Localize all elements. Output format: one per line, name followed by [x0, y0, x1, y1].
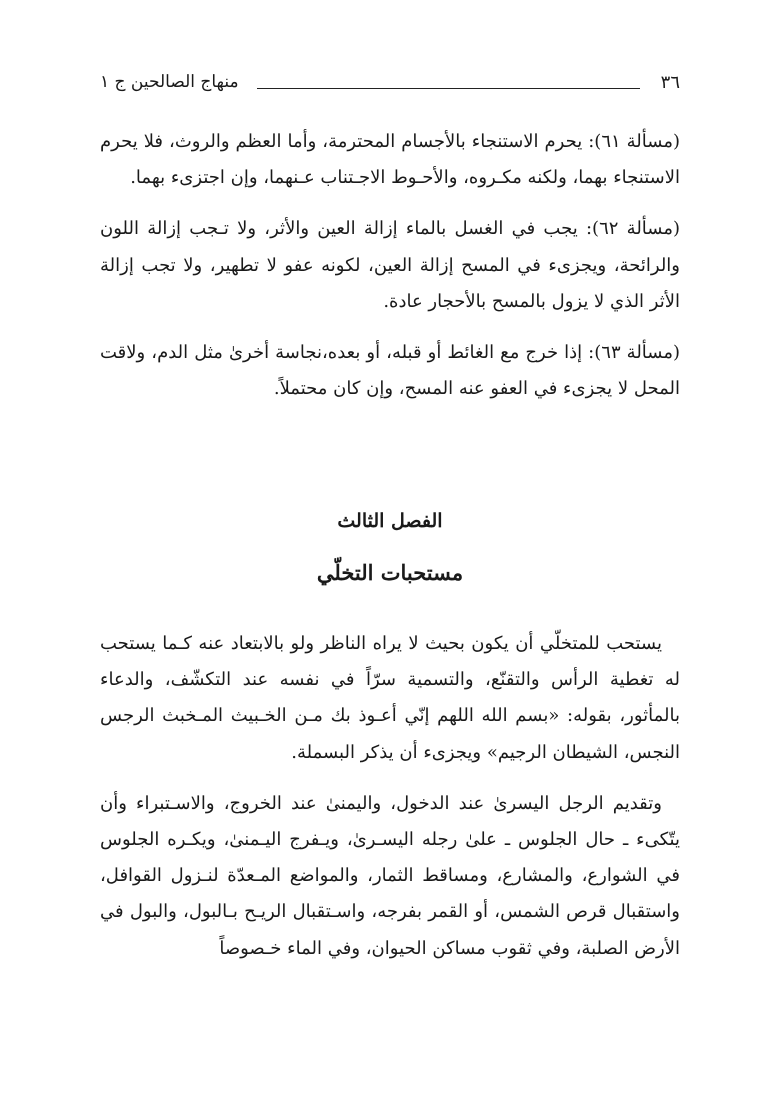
issue-61-paragraph: (مسألة ٦١): يحرم الاستنجاء بالأجسام المحترمة، وأما العظم والروث، فلا يحرم الاستنجاء بهما، ولكنه مكـروه، والأحـوط الاجـتناب عـنهما، وإن اجتزىء بهما.	[100, 131, 680, 189]
running-title: منهاج الصالحين ج ١	[100, 72, 239, 92]
issues-section	[100, 124, 680, 422]
page-header	[100, 72, 680, 102]
page-number: ٣٦	[660, 72, 680, 93]
header-rule	[257, 88, 640, 89]
chapter-title: مستحبات التخلّي	[316, 560, 464, 585]
issue-63-paragraph: (مسألة ٦٣): إذا خرج مع الغائط أو قبله، أو بعده،نجاسة أخرىٰ مثل الدم، ولاقت المحل لا يجزىء في العفو عنه المسح، وإن كان محتملاً.	[100, 342, 681, 400]
recommendations-paragraph-2: وتقديم الرجل اليسرىٰ عند الدخول، واليمنىٰ عند الخروج، والاسـتبراء وأن يتّكىء ـ حال الجلوس ـ علىٰ رجله اليسـرىٰ، ويـفرج اليـمنىٰ، ويكـره الجلوس في الشوارع، والمشارع، ومساقط الثمار، والمواضع المـعدّة لنـزول القوافل، واستقبال قرص الشمس، أو القمر بفرجه، واسـتقبال الريـح بـالبول، والبول في الأرض الصلبة، وفي ثقوب مساكن الحيوان، وفي الماء خـصوصاً	[100, 792, 680, 959]
recommendations-section	[100, 626, 680, 982]
chapter-label: الفصل الثالث	[337, 510, 443, 532]
recommendations-paragraph-1: يستحب للمتخلّي أن يكون بحيث لا يراه الناظر ولو بالابتعاد عنه كـما يستحب له تغطية الرأس والتقنّع، والتسمية سرّاً في نفسه عند التكشّف، والدعاء بالمأثور، بقوله: «بسم الله اللهم إنّي أعـوذ بك مـن الخـبيث المـخبث الرجس النجس، الشيطان الرجيم» ويجزىء أن يذكر البسملة.	[100, 633, 680, 763]
issue-62-paragraph: (مسألة ٦٢): يجب في الغسل بالماء إزالة العين والأثر، ولا تـجب إزالة اللون والرائحة، ويجزىء في المسح إزالة العين، لكونه عفو لا تطهير، ولا تجب إزالة الأثر الذي لا يزول بالمسح بالأحجار عادة.	[100, 218, 681, 312]
